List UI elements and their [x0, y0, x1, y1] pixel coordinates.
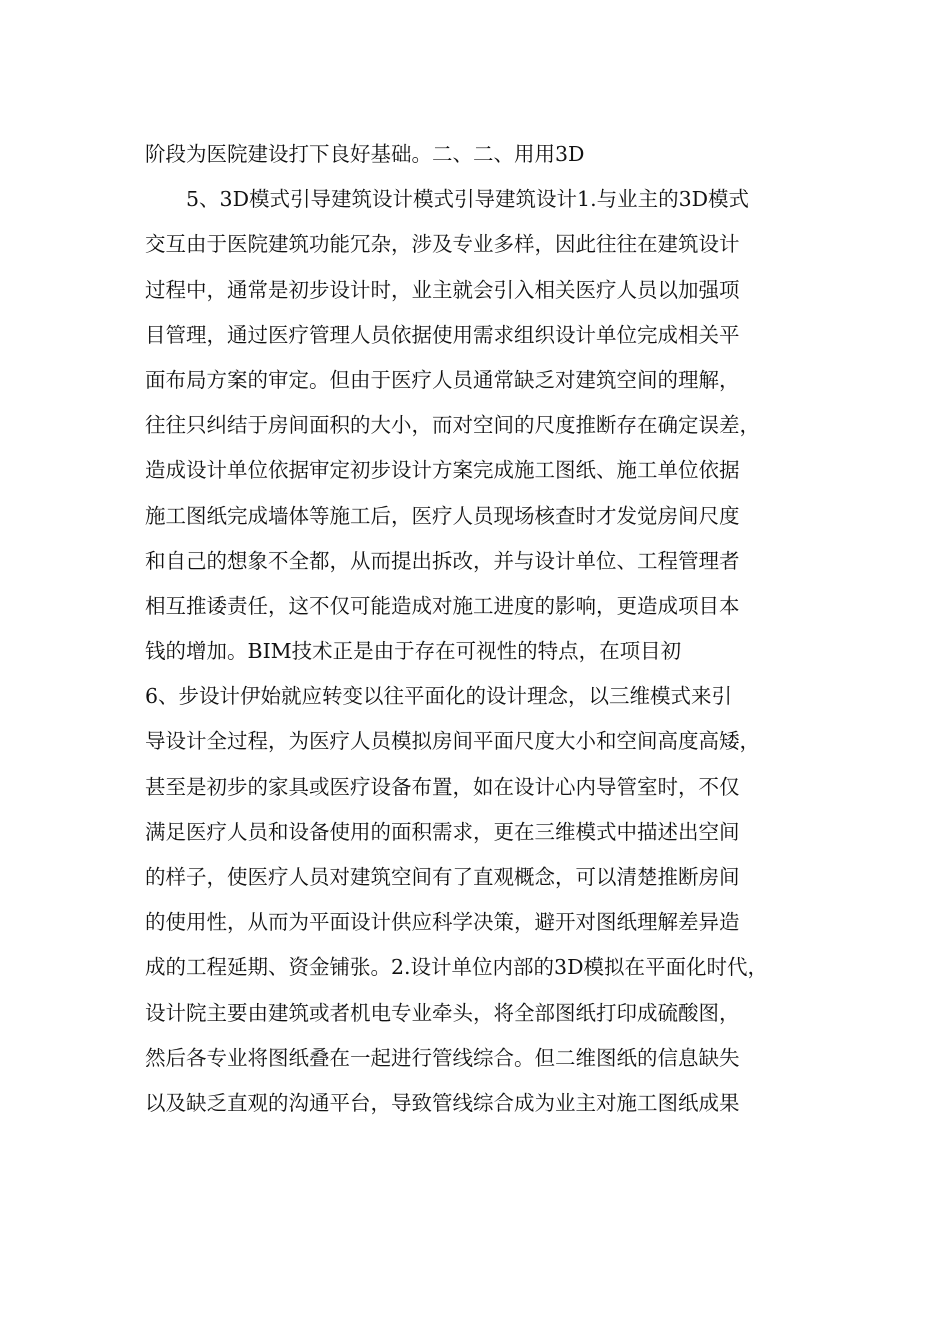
text-line: 目管理，通过医疗管理人员依据使用需求组织设计单位完成相关平 [145, 322, 740, 347]
text-line: 交互由于医院建筑功能冗杂，涉及专业多样，因此往往在建筑设计 [145, 232, 740, 257]
body-text [145, 132, 815, 1126]
text-line: 导设计全过程，为医疗人员模拟房间平面尺度大小和空间高度高矮， [145, 729, 760, 754]
text-line: 的使用性，从而为平面设计供应科学决策，避开对图纸理解差异造 [145, 910, 740, 935]
text-line: 设计院主要由建筑或者机电专业牵头，将全部图纸打印成硫酸图， [145, 1000, 740, 1025]
text-line: 过程中，通常是初步设计时，业主就会引入相关医疗人员以加强项 [145, 277, 740, 302]
text-line: 甚至是初步的家具或医疗设备布置，如在设计心内导管室时，不仅 [145, 774, 740, 799]
text-line: 6、步设计伊始就应转变以往平面化的设计理念，以三维模式来引 [145, 684, 733, 709]
text-line: 面布局方案的审定。但由于医疗人员通常缺乏对建筑空间的理解， [145, 367, 740, 392]
text-line: 然后各专业将图纸叠在一起进行管线综合。但二维图纸的信息缺失 [145, 1045, 740, 1070]
text-line: 施工图纸完成墙体等施工后，医疗人员现场核查时才发觉房间尺度 [145, 503, 740, 528]
text-line: 5、3D模式引导建筑设计模式引导建筑设计1.与业主的3D模式 [145, 187, 750, 212]
text-line: 阶段为医院建设打下良好基础。二、二、用用3D [145, 142, 585, 166]
text-line: 往往只纠结于房间面积的大小，而对空间的尺度推断存在确定误差， [145, 413, 760, 438]
text-line: 以及缺乏直观的沟通平台，导致管线综合成为业主对施工图纸成果 [145, 1090, 740, 1115]
text-line: 钱的增加。BIM技术正是由于存在可视性的特点，在项目初 [145, 639, 682, 664]
text-line: 相互推诿责任，这不仅可能造成对施工进度的影响，更造成项目本 [145, 593, 740, 618]
text-line: 的样子，使医疗人员对建筑空间有了直观概念，可以清楚推断房间 [145, 865, 740, 889]
text-line: 和自己的想象不全都，从而提出拆改，并与设计单位、工程管理者 [145, 548, 740, 573]
text-line: 成的工程延期、资金铺张。2.设计单位内部的3D模拟在平面化时代， [145, 955, 769, 980]
text-line: 满足医疗人员和设备使用的面积需求，更在三维模式中描述出空间 [145, 819, 740, 844]
text-line: 造成设计单位依据审定初步设计方案完成施工图纸、施工单位依据 [145, 458, 740, 483]
